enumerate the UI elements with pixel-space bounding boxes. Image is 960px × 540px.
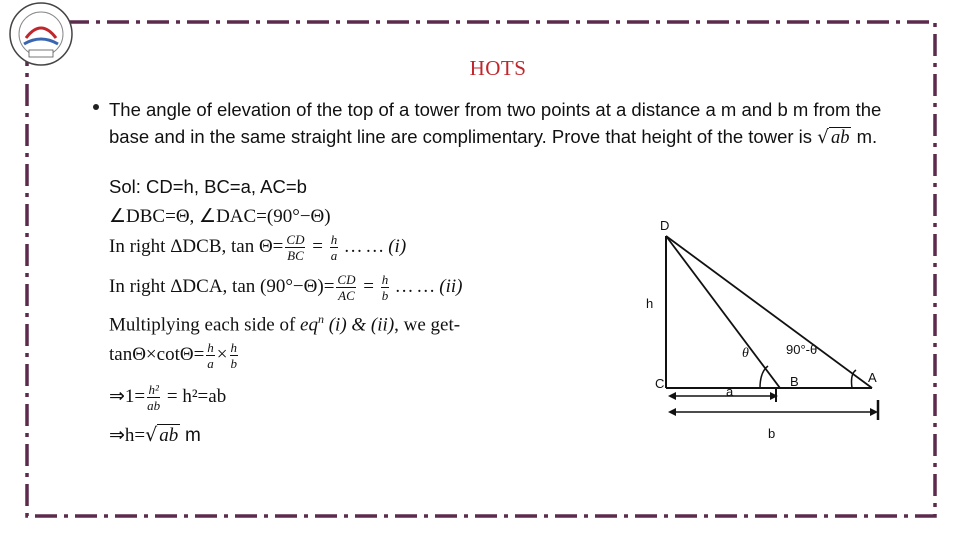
solution-line-1: Sol: CD=h, BC=a, AC=b <box>109 176 307 197</box>
fraction: $\frac{h}{b}$ <box>381 272 389 303</box>
page-title: HOTS <box>469 56 527 80</box>
solution-line-3: In right ΔDCB, tan Θ= $\frac{CD}{BC}$ = $\frac{h}{a}$ … … (i) <box>109 232 407 263</box>
problem-statement <box>109 96 909 152</box>
solution-line-6: tanΘ×cotΘ= $\frac{h}{a}$ × $\frac{h}{b}$ <box>109 340 238 371</box>
solution-line-5: Multiplying each side of $eq^n$ (i) & (ii), we get- <box>109 312 461 336</box>
label-a: a <box>726 384 734 399</box>
fraction: $\frac{h}{a}$ <box>330 232 338 263</box>
solution-line-4: In right ΔDCA, tan (90°−Θ)= $\frac{CD}{AC}$ = $\frac{h}{b}$ … … (ii) <box>109 272 463 303</box>
solution-line-8: ⇒h=√ ab m <box>109 424 201 446</box>
line-of-sight-A <box>666 236 872 388</box>
fraction: $\frac{h}{b}$ <box>230 340 238 371</box>
label-A: A <box>868 370 877 385</box>
label-theta: θ <box>742 346 749 361</box>
label-B: B <box>790 374 799 389</box>
label-C: C <box>655 376 665 391</box>
problem-unit: m. <box>856 126 878 147</box>
tower-diagram <box>600 200 920 460</box>
label-b: b <box>768 426 776 441</box>
line-of-sight-B <box>666 236 780 388</box>
solution-line-2: ∠DBC=Θ, ∠DAC=(90°−Θ) <box>109 206 331 227</box>
label-D: D <box>660 218 670 233</box>
label-h: h <box>646 296 654 311</box>
problem-sqrt: √ ab <box>817 127 850 148</box>
result-sqrt: √ ab <box>145 424 179 446</box>
fraction: $\frac{CD}{AC}$ <box>337 272 356 303</box>
bullet <box>93 104 99 110</box>
fraction: $\frac{\text{h²}}{ab}$ <box>147 382 161 413</box>
problem-text: The angle of elevation of the top of a tower from two points at a distance a m and b m from the base and in the same straight line are complimentary. Prove that height of the tower is <box>109 99 882 147</box>
fraction: $\frac{h}{a}$ <box>207 340 214 371</box>
fraction: $\frac{CD}{BC}$ <box>286 232 305 263</box>
solution-line-7: ⇒1= $\frac{\text{h²}}{ab}$ = h²=ab <box>109 382 227 413</box>
label-complement-angle: 90°-θ <box>786 342 818 357</box>
